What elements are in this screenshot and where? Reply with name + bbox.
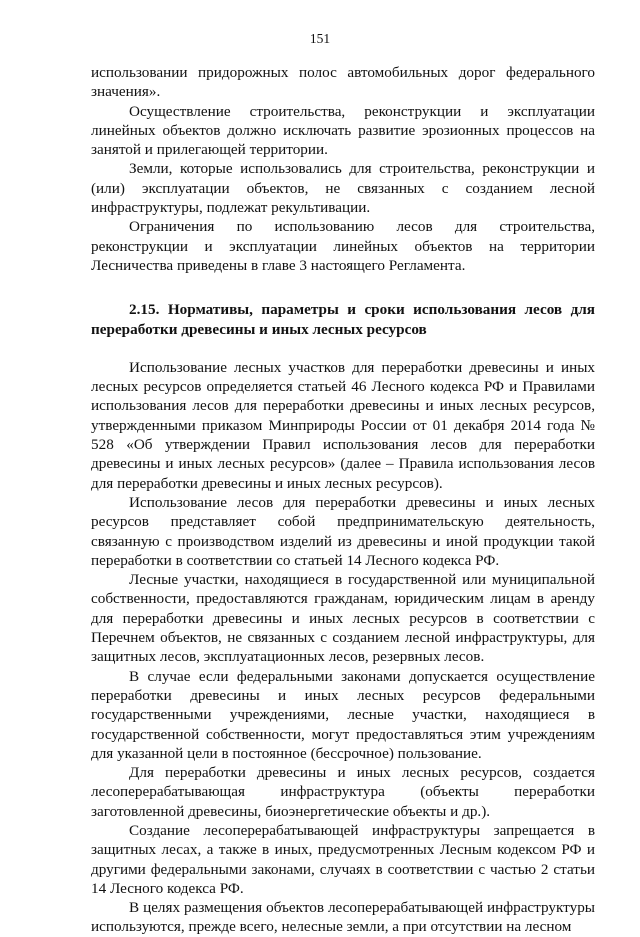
paragraph: Для переработки древесины и иных лесных ресурсов, создается лесоперерабатывающая инфраструктура (объекты переработки заготовленной древесины, биоэнергетические объекты и др.). xyxy=(91,764,595,820)
section-heading: 2.15. Нормативы, параметры и сроки использования лесов для переработки древесины и иных лесных ресурсов xyxy=(91,301,595,338)
paragraph: В случае если федеральными законами допускается осуществление переработки древесины и иных лесных ресурсов федеральными государственными учреждениями, лесные участки, находящиеся в государственной собственности, могут предоставляться этим учреждениям для указанной цели в постоянное (бессрочное) пользование. xyxy=(91,667,595,762)
paragraph: Создание лесоперерабатывающей инфраструктуры запрещается в защитных лесах, а также в иных, предусмотренных Лесным кодексом РФ и другими федеральными законами, случаях в соответствии с частью 2 статьи 14 Лесного кодекса РФ. xyxy=(91,821,595,897)
paragraph: Земли, которые использовались для строительства, реконструкции и (или) эксплуатации объектов, не связанных с созданием лесной инфраструктуры, подлежат рекультивации. xyxy=(91,160,595,217)
paragraph-continuation: использовании придорожных полос автомобильных дорог федерального значения». xyxy=(91,64,595,101)
page-content xyxy=(91,63,595,937)
paragraph: Лесные участки, находящиеся в государственной или муниципальной собственности, предоставляются гражданам, юридическим лицам в аренду для переработки древесины и иных лесных ресурсов в соответствии с Перечнем объектов, не связанных с созданием лесной инфраструктуры, для защитных лесов, эксплуатационных лесов, резервных лесов. xyxy=(91,571,595,666)
page-number: 151 xyxy=(309,31,331,46)
paragraph: В целях размещения объектов лесоперерабатывающей инфраструктуры используются, прежде всего, нелесные земли, а при отсутствии на лесном xyxy=(91,899,595,936)
paragraph: Осуществление строительства, реконструкции и эксплуатации линейных объектов должно исключать развитие эрозионных процессов на занятой и прилегающей территории. xyxy=(91,102,595,159)
paragraph: Ограничения по использованию лесов для строительства, реконструкции и эксплуатации линейных объектов на территории Лесничества приведены в главе 3 настоящего Регламента. xyxy=(91,218,595,274)
paragraph: Использование лесов для переработки древесины и иных лесных ресурсов представляет собой предпринимательскую деятельность, связанную с производством изделий из древесины и иной продукции такой переработки в соответствии со статьей 14 Лесного кодекса РФ. xyxy=(91,493,595,569)
paragraph: Использование лесных участков для переработки древесины и иных лесных ресурсов определяется статьей 46 Лесного кодекса РФ и Правилами использования лесов для переработки древесины и иных лесных ресурсов, утвержденными приказом Минприроды России от 01 декабря 2014 года № 528 «Об утверждении Правил использования лесов для переработки древесины и иных лесных ресурсов» (далее – Правила использования лесов для переработки древесины и иных лесных ресурсов). xyxy=(91,358,595,492)
